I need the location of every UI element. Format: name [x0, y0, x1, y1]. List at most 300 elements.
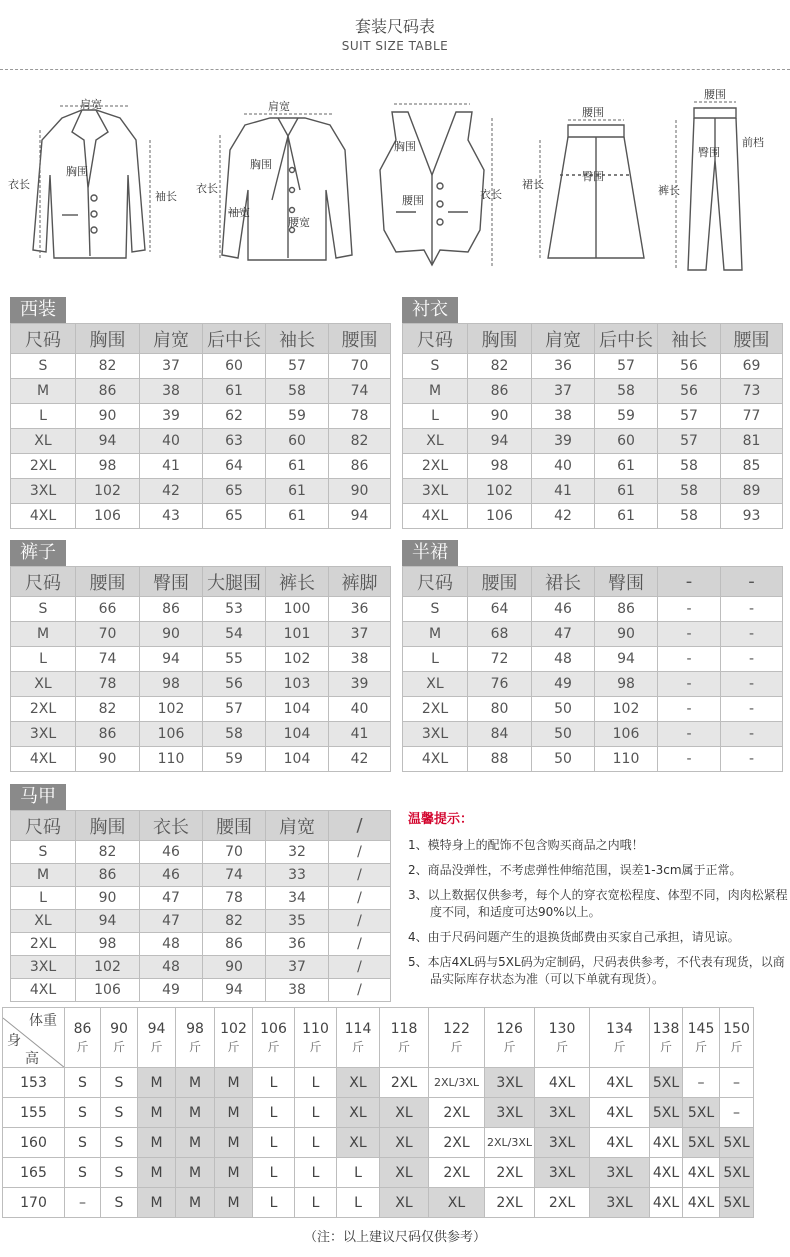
weight-value: 114: [344, 1020, 372, 1037]
weight-header-cell: [295, 1008, 337, 1068]
size-cell: L: [403, 404, 468, 429]
value-cell: 58: [203, 722, 266, 747]
value-cell: 40: [329, 697, 391, 722]
value-cell: -: [658, 697, 721, 722]
recommended-size-cell: 5XL: [683, 1128, 720, 1158]
value-cell: /: [329, 933, 391, 956]
jacket-chest-label: 胸围: [66, 165, 88, 178]
size-cell: 2XL: [403, 697, 468, 722]
recommended-size-cell: 2XL/3XL: [429, 1068, 485, 1098]
tip-item: 3、以上数据仅供参考，每个人的穿衣宽松程度、体型不同，肉肉松紧程度不同，和适度可达90%以上。: [408, 888, 788, 919]
column-header: 腰围: [76, 567, 140, 597]
value-cell: 61: [595, 479, 658, 504]
recommended-size-cell: XL: [380, 1098, 429, 1128]
table-row: [11, 747, 391, 772]
height-weight-corner: [3, 1008, 65, 1068]
recommended-size-cell: 2XL: [429, 1128, 485, 1158]
value-cell: 90: [140, 622, 203, 647]
tips-panel: [408, 808, 790, 996]
recommended-size-cell: M: [215, 1128, 253, 1158]
value-cell: 94: [468, 429, 532, 454]
recommended-size-cell: M: [176, 1188, 215, 1218]
weight-unit: 斤: [555, 1039, 568, 1054]
recommended-size-cell: 2XL: [535, 1188, 590, 1218]
weight-unit: 斤: [227, 1039, 240, 1054]
column-header: -: [658, 567, 721, 597]
value-cell: -: [721, 722, 783, 747]
table-row: [11, 864, 391, 887]
value-cell: 80: [468, 697, 532, 722]
vest-size-table: [10, 810, 391, 1002]
shirt-waist-label: 腰宽: [288, 216, 310, 229]
value-cell: 74: [329, 379, 391, 404]
size-cell: S: [403, 597, 468, 622]
table-row: [403, 354, 783, 379]
size-cell: M: [403, 379, 468, 404]
recommended-size-cell: XL: [337, 1128, 380, 1158]
value-cell: /: [329, 910, 391, 933]
weight-header-cell: [720, 1008, 754, 1068]
recommended-size-cell: 3XL: [590, 1158, 650, 1188]
value-cell: -: [658, 647, 721, 672]
jacket-sketch: [33, 110, 145, 258]
value-cell: 61: [203, 379, 266, 404]
recommended-size-cell: –: [683, 1068, 720, 1098]
recommended-size-cell: L: [253, 1158, 295, 1188]
column-header: 后中长: [203, 324, 266, 354]
value-cell: 38: [140, 379, 203, 404]
value-cell: 86: [595, 597, 658, 622]
weight-unit: 斤: [613, 1039, 626, 1054]
size-cell: 2XL: [11, 933, 76, 956]
value-cell: 35: [266, 910, 329, 933]
recommended-size-cell: 2XL: [380, 1068, 429, 1098]
vest-section-title: 马甲: [10, 784, 66, 810]
recommended-size-cell: M: [215, 1098, 253, 1128]
value-cell: 50: [532, 747, 595, 772]
size-cell: S: [403, 354, 468, 379]
weight-value: 145: [687, 1020, 715, 1037]
table-row: [11, 504, 391, 529]
table-row: [11, 979, 391, 1002]
value-cell: 49: [140, 979, 203, 1002]
recommended-size-cell: 2XL: [429, 1098, 485, 1128]
page-title: 套装尺码表: [354, 17, 435, 36]
size-cell: M: [403, 622, 468, 647]
tip-item: 1、模特身上的配饰不包含购买商品之内哦！: [408, 838, 644, 852]
size-cell: 4XL: [11, 979, 76, 1002]
column-header: /: [329, 811, 391, 841]
recommended-size-cell: XL: [380, 1188, 429, 1218]
value-cell: 82: [76, 354, 140, 379]
vest-sketch: [380, 112, 484, 265]
column-header: 衣长: [140, 811, 203, 841]
value-cell: -: [658, 722, 721, 747]
value-cell: 98: [76, 933, 140, 956]
value-cell: 42: [532, 504, 595, 529]
value-cell: -: [721, 622, 783, 647]
value-cell: 82: [203, 910, 266, 933]
recommended-size-cell: S: [65, 1158, 101, 1188]
weight-unit: 斤: [694, 1039, 707, 1054]
column-header: 臀围: [595, 567, 658, 597]
value-cell: 86: [140, 597, 203, 622]
value-cell: /: [329, 841, 391, 864]
weight-value: 138: [652, 1020, 680, 1037]
column-header: 腰围: [203, 811, 266, 841]
table-header-row: [11, 567, 391, 597]
pants-hip-label: 臀围: [698, 146, 720, 159]
weight-value: 90: [110, 1020, 128, 1037]
column-header: 胸围: [468, 324, 532, 354]
value-cell: 59: [595, 404, 658, 429]
value-cell: 60: [266, 429, 329, 454]
column-header: 尺码: [11, 324, 76, 354]
vest-chest-label: 胸围: [394, 140, 416, 153]
value-cell: 69: [721, 354, 783, 379]
page-header: [0, 0, 790, 70]
value-cell: 58: [658, 479, 721, 504]
size-recommendation-table: [2, 1007, 754, 1218]
recommended-size-cell: 5XL: [650, 1068, 683, 1098]
value-cell: 61: [595, 504, 658, 529]
value-cell: 49: [532, 672, 595, 697]
table-row: [403, 647, 783, 672]
weight-header-cell: [65, 1008, 101, 1068]
value-cell: 110: [595, 747, 658, 772]
value-cell: /: [329, 979, 391, 1002]
recommended-size-cell: 5XL: [683, 1098, 720, 1128]
recommended-size-cell: L: [295, 1098, 337, 1128]
value-cell: 86: [329, 454, 391, 479]
value-cell: 90: [468, 404, 532, 429]
weight-unit: 斤: [659, 1039, 672, 1054]
table-row: [403, 454, 783, 479]
recommended-size-cell: S: [65, 1128, 101, 1158]
size-cell: L: [11, 887, 76, 910]
recommended-size-cell: S: [65, 1068, 101, 1098]
height-row: [3, 1188, 754, 1218]
recommended-size-cell: S: [65, 1098, 101, 1128]
value-cell: 48: [140, 956, 203, 979]
recommended-size-cell: 3XL: [535, 1128, 590, 1158]
size-cell: M: [11, 864, 76, 887]
recommended-size-cell: L: [295, 1068, 337, 1098]
value-cell: 57: [203, 697, 266, 722]
height-cell: 153: [3, 1068, 65, 1098]
column-header: 肩宽: [266, 811, 329, 841]
shirt-sleeve-width-label: 袖宽: [228, 206, 250, 219]
recommended-size-cell: L: [253, 1188, 295, 1218]
value-cell: 98: [468, 454, 532, 479]
value-cell: 36: [266, 933, 329, 956]
recommended-size-cell: L: [295, 1158, 337, 1188]
weight-value: 98: [186, 1020, 204, 1037]
value-cell: 70: [329, 354, 391, 379]
recommended-size-cell: 2XL: [429, 1158, 485, 1188]
value-cell: 41: [329, 722, 391, 747]
recommended-size-cell: 4XL: [683, 1158, 720, 1188]
value-cell: 40: [532, 454, 595, 479]
value-cell: 56: [658, 354, 721, 379]
weight-value: 150: [723, 1020, 750, 1037]
column-header: 尺码: [11, 567, 76, 597]
recommended-size-cell: 4XL: [650, 1128, 683, 1158]
pants-rise-label: 前档: [742, 136, 764, 149]
size-cell: 3XL: [11, 956, 76, 979]
value-cell: 48: [140, 933, 203, 956]
value-cell: 53: [203, 597, 266, 622]
value-cell: 37: [266, 956, 329, 979]
value-cell: 103: [266, 672, 329, 697]
value-cell: 72: [468, 647, 532, 672]
weight-value: 110: [302, 1020, 329, 1037]
jacket-length-label: 衣长: [8, 178, 30, 191]
recommended-size-cell: XL: [337, 1098, 380, 1128]
value-cell: 46: [140, 864, 203, 887]
height-corner-label-b: 高: [25, 1051, 39, 1067]
table-row: [11, 956, 391, 979]
value-cell: -: [658, 747, 721, 772]
height-corner-label-a: 身: [7, 1033, 21, 1049]
pants-waist-label: 腰围: [704, 88, 726, 101]
value-cell: 38: [266, 979, 329, 1002]
recommended-size-cell: 2XL: [485, 1158, 535, 1188]
table-row: [403, 479, 783, 504]
weight-unit: 斤: [450, 1039, 463, 1054]
recommended-size-cell: 3XL: [485, 1068, 535, 1098]
value-cell: 90: [595, 622, 658, 647]
column-header: -: [721, 567, 783, 597]
column-header: 肩宽: [140, 324, 203, 354]
weight-header-cell: [253, 1008, 295, 1068]
size-cell: 4XL: [403, 747, 468, 772]
weight-header-cell: [101, 1008, 138, 1068]
value-cell: 56: [658, 379, 721, 404]
recommendation-note: （注：以上建议尺码仅供参考）: [303, 1230, 486, 1245]
vest-length-label: 衣长: [480, 188, 502, 201]
weight-unit: 斤: [503, 1039, 516, 1054]
value-cell: 36: [329, 597, 391, 622]
recommended-size-cell: XL: [429, 1188, 485, 1218]
value-cell: 102: [266, 647, 329, 672]
size-cell: 4XL: [11, 747, 76, 772]
skirt-waist-label: 腰围: [582, 106, 604, 119]
value-cell: 78: [76, 672, 140, 697]
weight-value: 94: [147, 1020, 166, 1037]
value-cell: 98: [595, 672, 658, 697]
height-row: [3, 1068, 754, 1098]
recommended-size-cell: XL: [380, 1158, 429, 1188]
value-cell: 59: [266, 404, 329, 429]
recommended-size-cell: 4XL: [683, 1188, 720, 1218]
value-cell: 104: [266, 722, 329, 747]
value-cell: 82: [468, 354, 532, 379]
recommended-size-cell: L: [253, 1128, 295, 1158]
table-header-row: [11, 324, 391, 354]
value-cell: 77: [721, 404, 783, 429]
weight-header-cell: [535, 1008, 590, 1068]
recommended-size-cell: L: [295, 1188, 337, 1218]
recommended-size-cell: M: [138, 1128, 176, 1158]
value-cell: 104: [266, 747, 329, 772]
value-cell: 93: [721, 504, 783, 529]
value-cell: 64: [203, 454, 266, 479]
value-cell: 37: [532, 379, 595, 404]
shirt-chest-label: 胸围: [250, 158, 272, 171]
shirt-size-table: [402, 323, 783, 529]
recommended-size-cell: M: [138, 1098, 176, 1128]
value-cell: 90: [329, 479, 391, 504]
height-cell: 155: [3, 1098, 65, 1128]
value-cell: -: [721, 647, 783, 672]
value-cell: 102: [140, 697, 203, 722]
table-row: [403, 504, 783, 529]
value-cell: -: [721, 747, 783, 772]
recommended-size-cell: –: [720, 1068, 754, 1098]
tip-item: 2、商品没弹性，不考虑弹性伸缩范围，误差1-3cm属于正常。: [408, 863, 742, 877]
value-cell: 61: [266, 479, 329, 504]
value-cell: 94: [203, 979, 266, 1002]
value-cell: 61: [266, 454, 329, 479]
value-cell: 100: [266, 597, 329, 622]
value-cell: 47: [140, 910, 203, 933]
size-cell: XL: [11, 910, 76, 933]
weight-header-cell: [683, 1008, 720, 1068]
column-header: 尺码: [403, 324, 468, 354]
weight-value: 102: [220, 1020, 247, 1037]
value-cell: 59: [203, 747, 266, 772]
value-cell: /: [329, 887, 391, 910]
value-cell: 64: [468, 597, 532, 622]
table-row: [403, 597, 783, 622]
page-subtitle: SUIT SIZE TABLE: [341, 39, 449, 53]
value-cell: 38: [532, 404, 595, 429]
value-cell: -: [721, 597, 783, 622]
value-cell: 43: [140, 504, 203, 529]
value-cell: 50: [532, 722, 595, 747]
recommended-size-cell: 5XL: [650, 1098, 683, 1128]
recommended-size-cell: 2XL: [485, 1188, 535, 1218]
table-row: [11, 429, 391, 454]
weight-unit: 斤: [76, 1039, 89, 1054]
recommended-size-cell: 5XL: [720, 1128, 754, 1158]
value-cell: -: [658, 672, 721, 697]
table-row: [11, 887, 391, 910]
value-cell: 58: [658, 504, 721, 529]
pants-length-label: 裤长: [658, 184, 680, 197]
value-cell: 90: [203, 956, 266, 979]
value-cell: 60: [595, 429, 658, 454]
recommended-size-cell: M: [215, 1158, 253, 1188]
value-cell: 58: [595, 379, 658, 404]
column-header: 裙长: [532, 567, 595, 597]
value-cell: 58: [658, 454, 721, 479]
recommended-size-cell: L: [337, 1188, 380, 1218]
weight-unit: 斤: [188, 1039, 201, 1054]
suit-size-section: [10, 297, 390, 531]
weight-header-cell: [485, 1008, 535, 1068]
table-row: [403, 379, 783, 404]
size-cell: 4XL: [403, 504, 468, 529]
weight-value: 106: [260, 1020, 287, 1037]
value-cell: 34: [266, 887, 329, 910]
weight-value: 122: [443, 1020, 470, 1037]
value-cell: 70: [76, 622, 140, 647]
jacket-sleeve-label: 袖长: [155, 190, 177, 203]
value-cell: 104: [266, 697, 329, 722]
value-cell: 78: [203, 887, 266, 910]
value-cell: 85: [721, 454, 783, 479]
table-row: [11, 697, 391, 722]
tips-title: 温馨提示：: [408, 812, 474, 827]
value-cell: 56: [203, 672, 266, 697]
skirt-size-table: [402, 566, 783, 772]
value-cell: 42: [329, 747, 391, 772]
value-cell: 55: [203, 647, 266, 672]
value-cell: 47: [532, 622, 595, 647]
table-row: [403, 429, 783, 454]
size-cell: 3XL: [11, 722, 76, 747]
size-cell: L: [403, 647, 468, 672]
value-cell: 106: [76, 979, 140, 1002]
recommended-size-cell: 4XL: [650, 1188, 683, 1218]
table-row: [11, 454, 391, 479]
weight-header-row: [3, 1008, 754, 1068]
value-cell: -: [721, 697, 783, 722]
header-divider: [0, 69, 790, 70]
value-cell: 73: [721, 379, 783, 404]
size-cell: S: [11, 354, 76, 379]
recommended-size-cell: 3XL: [535, 1098, 590, 1128]
recommended-size-cell: M: [176, 1128, 215, 1158]
recommended-size-cell: XL: [380, 1128, 429, 1158]
value-cell: 106: [76, 504, 140, 529]
value-cell: 57: [266, 354, 329, 379]
table-row: [11, 404, 391, 429]
size-cell: XL: [11, 672, 76, 697]
value-cell: 40: [140, 429, 203, 454]
recommended-size-cell: L: [253, 1068, 295, 1098]
recommended-size-cell: S: [101, 1188, 138, 1218]
table-row: [403, 747, 783, 772]
vest-waist-label: 腰围: [402, 194, 424, 207]
value-cell: 60: [203, 354, 266, 379]
size-cell: L: [11, 404, 76, 429]
table-row: [11, 379, 391, 404]
value-cell: 57: [595, 354, 658, 379]
value-cell: 106: [595, 722, 658, 747]
value-cell: 33: [266, 864, 329, 887]
recommended-size-cell: M: [176, 1068, 215, 1098]
recommended-size-cell: 2XL/3XL: [485, 1128, 535, 1158]
value-cell: 82: [76, 697, 140, 722]
value-cell: 39: [532, 429, 595, 454]
value-cell: 70: [203, 841, 266, 864]
recommended-size-cell: M: [176, 1098, 215, 1128]
value-cell: 54: [203, 622, 266, 647]
height-row: [3, 1098, 754, 1128]
value-cell: 65: [203, 479, 266, 504]
table-row: [11, 479, 391, 504]
table-row: [11, 910, 391, 933]
size-cell: 2XL: [11, 697, 76, 722]
table-row: [11, 622, 391, 647]
value-cell: 102: [76, 956, 140, 979]
weight-header-cell: [176, 1008, 215, 1068]
value-cell: 48: [532, 647, 595, 672]
recommended-size-cell: S: [101, 1098, 138, 1128]
